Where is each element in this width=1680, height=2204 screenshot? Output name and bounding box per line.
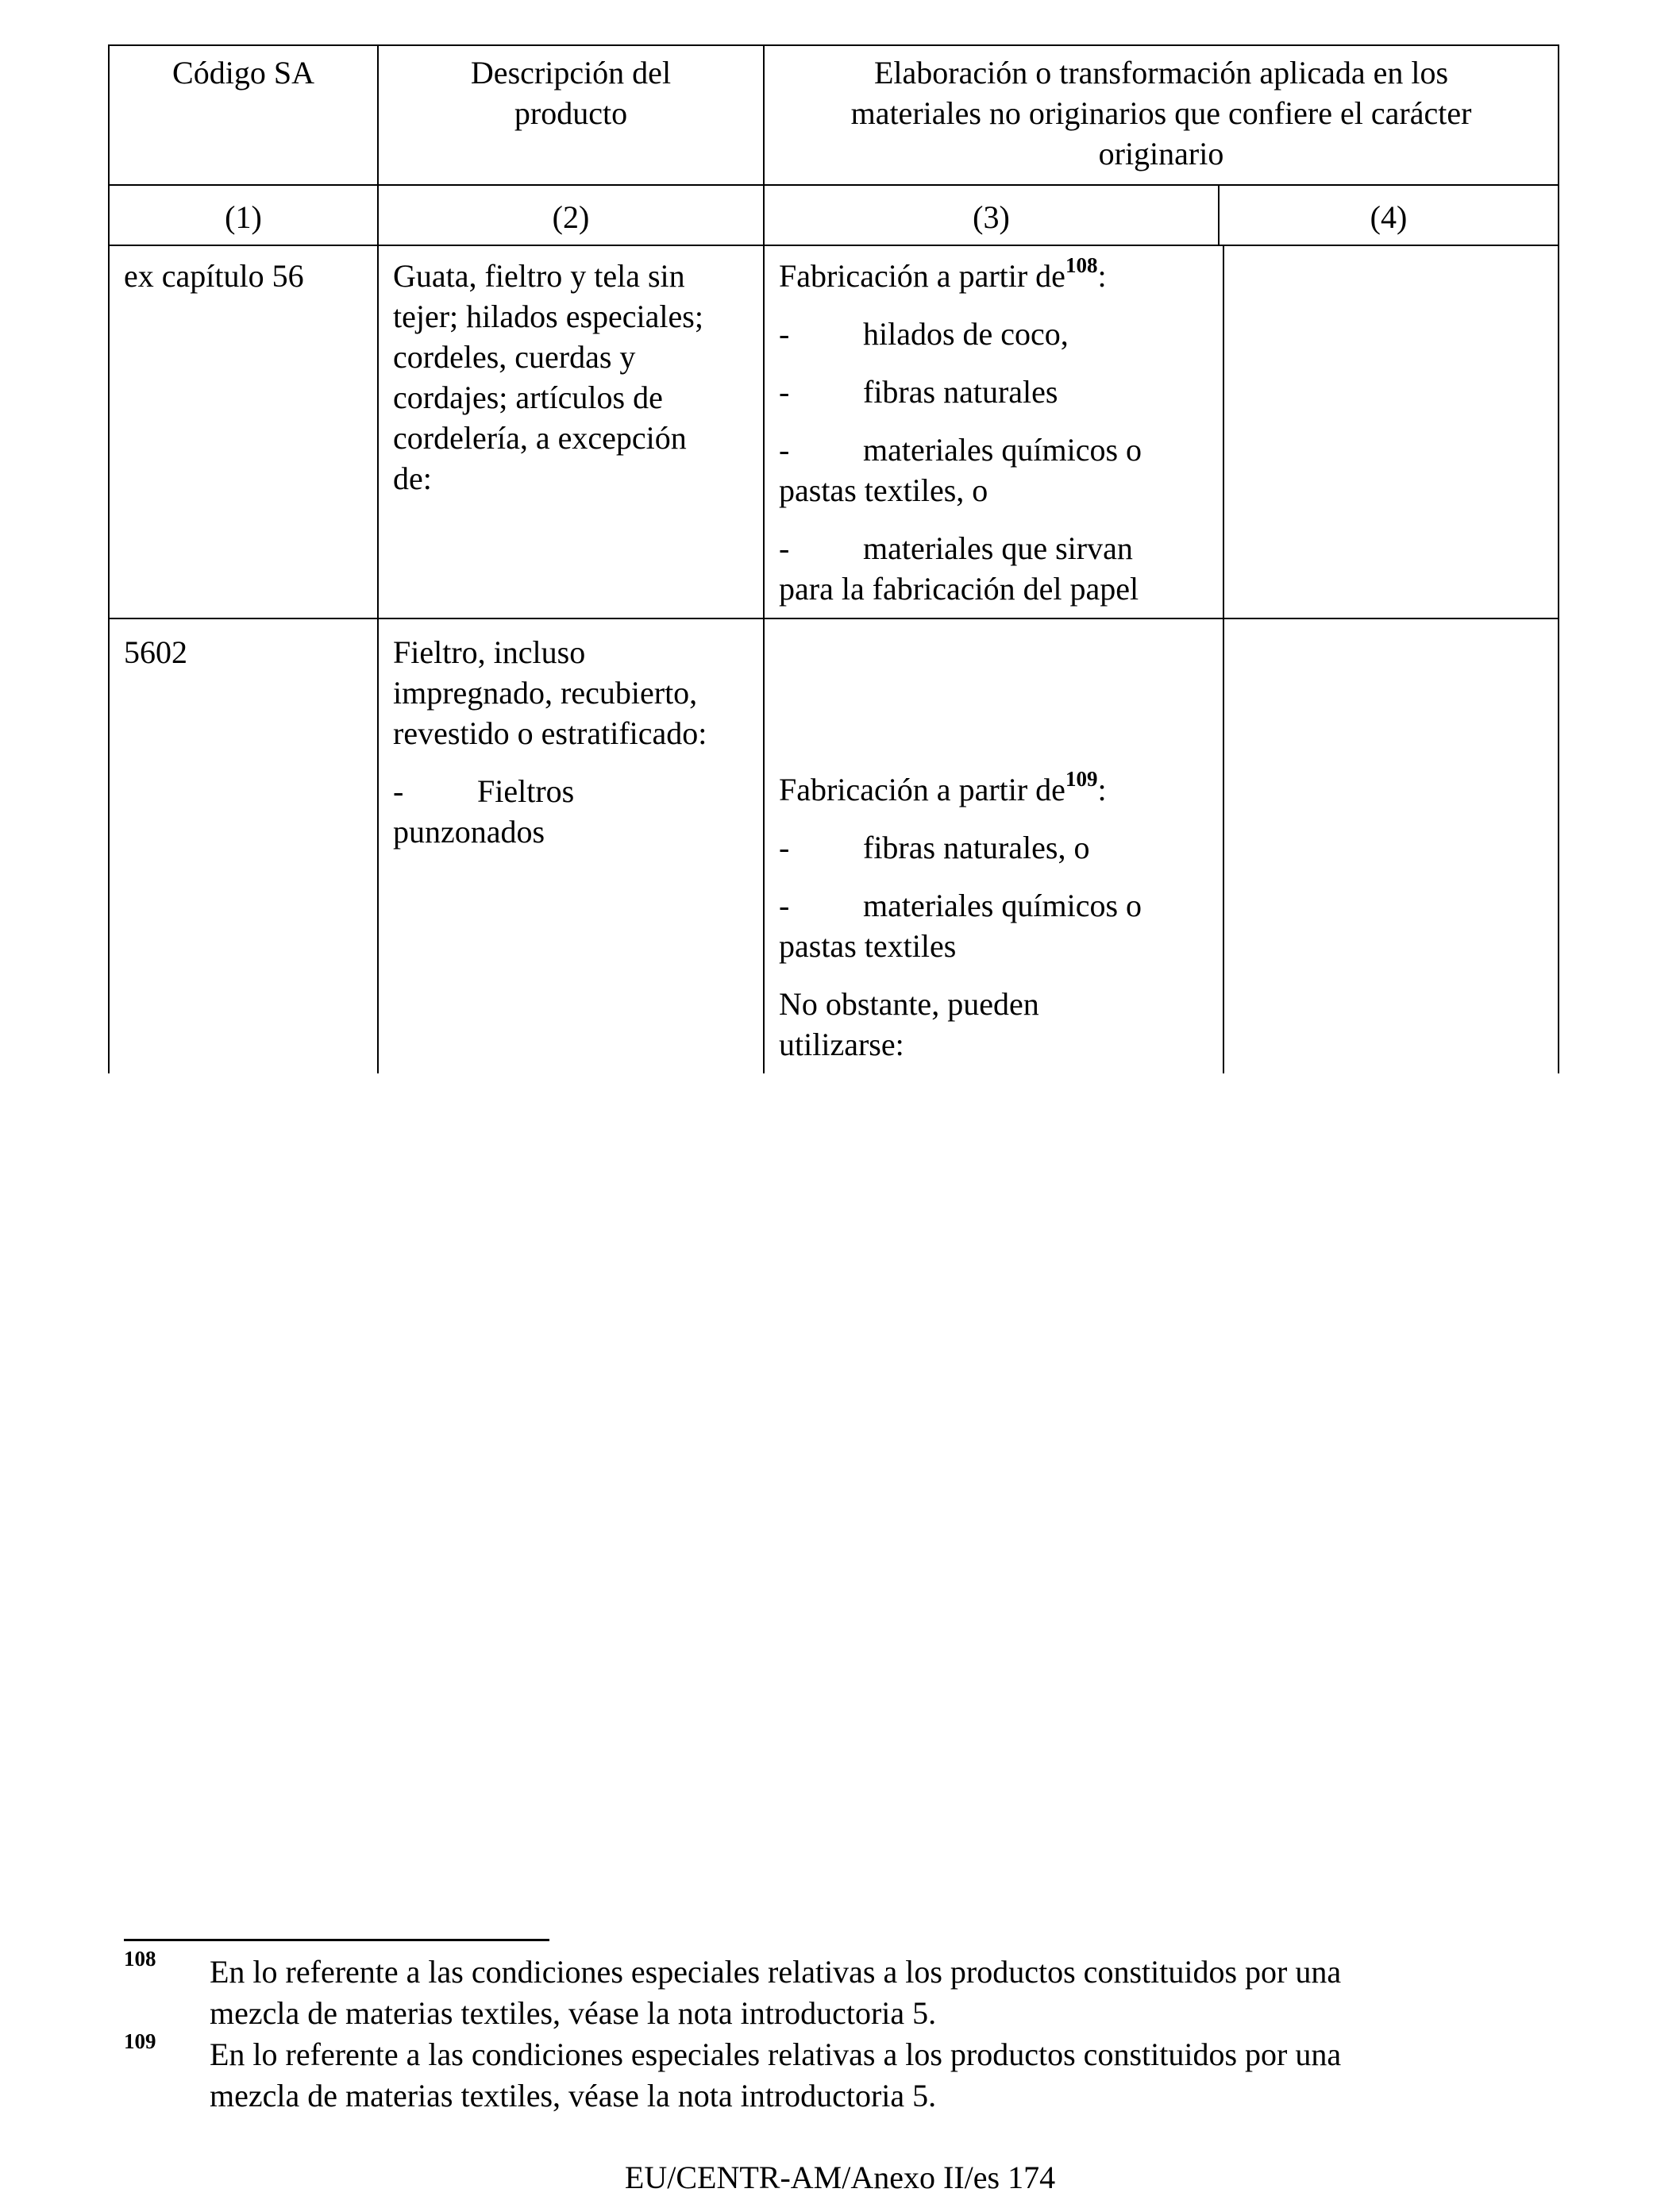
footnote-text — [210, 1952, 1607, 2034]
row2-processing-item — [779, 885, 1220, 926]
row1-description-line: de: — [393, 460, 432, 496]
row1-processing-item — [779, 430, 1220, 470]
row1-processing-item-continuation: para la fabricación del papel — [779, 571, 1139, 607]
footnote-number: 109 — [124, 2029, 156, 2053]
footnote-text-line: En lo referente a las condiciones especiales relativas a los productos constituidos por una — [210, 1954, 1342, 1990]
page-footer: EU/CENTR-AM/Anexo II/es 174 — [624, 2160, 1056, 2195]
header-description-line1: Descripción del — [470, 55, 672, 91]
list-dash: - — [779, 888, 790, 923]
column-number-1-text: (1) — [225, 199, 262, 235]
header-hs-code — [110, 52, 377, 93]
list-dash: - — [779, 530, 790, 566]
row1-processing-intro — [779, 252, 1220, 296]
list-dash: - — [393, 773, 404, 809]
row1-processing-item — [779, 528, 1220, 568]
row1-description-line: cordelería, a excepción — [393, 420, 687, 456]
row1-processing-item — [779, 372, 1220, 412]
footnote-ref-108: 108 — [1065, 252, 1098, 277]
footnote-number: 108 — [124, 1947, 156, 1971]
row2-processing-intro-suffix: : — [1097, 772, 1107, 807]
row2-description-line: impregnado, recubierto, — [393, 675, 698, 711]
list-dash: - — [779, 316, 790, 352]
row2-code-cell — [124, 632, 370, 672]
row2-description-cell — [393, 632, 758, 852]
row1-description-line: Guata, fieltro y tela sin — [393, 258, 685, 294]
row2-description-item-continuation: punzonados — [393, 814, 545, 850]
footnote-text-line: mezcla de materias textiles, véase la nota introductoria 5. — [210, 1995, 937, 2031]
table-border-numbers-bottom — [108, 245, 1559, 246]
row2-processing-note-line2: utilizarse: — [779, 1027, 904, 1062]
footnote-separator — [124, 1939, 549, 1941]
row1-code-cell — [124, 256, 370, 296]
column-number-4-text: (4) — [1370, 199, 1408, 235]
row2-processing-item-text: materiales químicos o — [863, 888, 1142, 923]
row1-processing-cell — [779, 252, 1220, 609]
row1-processing-item-text: materiales que sirvan — [863, 530, 1133, 566]
row2-processing-note-line1: No obstante, pueden — [779, 986, 1039, 1022]
table-border-col3-body — [1223, 245, 1224, 1073]
row2-processing-item — [779, 827, 1220, 868]
table-border-header-bottom — [108, 184, 1559, 186]
list-dash: - — [779, 830, 790, 865]
row2-processing-item-continuation: pastas textiles — [779, 928, 957, 964]
column-number-3 — [765, 197, 1218, 237]
header-product-description — [379, 52, 763, 133]
table-border-right — [1558, 44, 1559, 1073]
row2-description-line: Fieltro, incluso — [393, 634, 586, 670]
header-description-line2: producto — [514, 95, 628, 131]
row2-processing-cell — [779, 766, 1220, 1065]
row1-processing-item-text: materiales químicos o — [863, 432, 1142, 468]
header-processing-line3: originario — [1098, 136, 1224, 171]
row2-description-line: revestido o estratificado: — [393, 715, 707, 751]
row1-description-line: tejer; hilados especiales; — [393, 299, 703, 334]
row1-processing-item-text: fibras naturales — [863, 374, 1058, 410]
column-number-2-text: (2) — [552, 199, 590, 235]
header-hs-code-text: Código SA — [172, 55, 314, 91]
footnote-text-line: mezcla de materias textiles, véase la nota introductoria 5. — [210, 2078, 937, 2113]
header-processing-line1: Elaboración o transformación aplicada en los — [873, 55, 1449, 91]
footnote-ref-109: 109 — [1065, 766, 1098, 791]
row2-description-item — [393, 771, 758, 811]
row2-code: 5602 — [124, 634, 187, 670]
row2-description-item-text: Fieltros — [477, 773, 575, 809]
table-border-row1-bottom — [108, 618, 1559, 619]
list-dash: - — [779, 432, 790, 468]
column-number-3-text: (3) — [973, 199, 1010, 235]
column-number-1 — [110, 197, 377, 237]
row1-processing-item-continuation: pastas textiles, o — [779, 472, 988, 508]
row2-processing-intro — [779, 766, 1220, 810]
column-number-2 — [379, 197, 763, 237]
row2-processing-item-text: fibras naturales, o — [863, 830, 1090, 865]
column-number-4 — [1220, 197, 1558, 237]
footnote-text-line: En lo referente a las condiciones especiales relativas a los productos constituidos por una — [210, 2036, 1342, 2072]
row1-processing-intro-suffix: : — [1097, 258, 1107, 294]
footnote-text — [210, 2034, 1607, 2117]
row1-processing-intro-text: Fabricación a partir de — [779, 258, 1065, 294]
row1-code: ex capítulo 56 — [124, 258, 304, 294]
table-border-top — [108, 44, 1559, 46]
row1-description-cell — [393, 256, 758, 499]
list-dash: - — [779, 374, 790, 410]
row1-processing-item-text: hilados de coco, — [863, 316, 1069, 352]
row1-processing-item — [779, 314, 1220, 354]
row1-description-line: cordeles, cuerdas y — [393, 339, 636, 375]
header-processing-line2: materiales no originarios que confiere el carácter — [850, 95, 1472, 131]
row2-processing-intro-text: Fabricación a partir de — [779, 772, 1065, 807]
row1-description-line: cordajes; artículos de — [393, 380, 663, 415]
header-processing — [765, 52, 1558, 174]
